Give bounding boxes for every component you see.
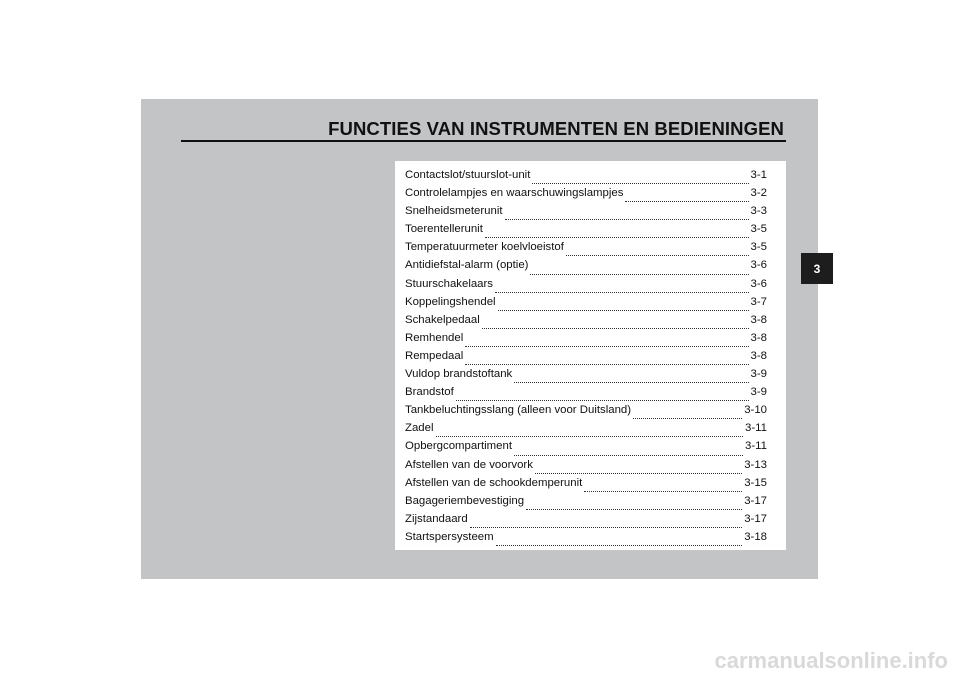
toc-entry-page: 3-2 [750,187,767,200]
toc-entry-page: 3-8 [750,313,767,326]
toc-dot-leader [535,473,742,474]
toc-entry[interactable] [405,314,767,332]
table-of-contents [395,161,786,550]
toc-entry-page: 3-11 [745,422,767,435]
toc-dot-leader [526,509,742,510]
toc-entry-title: Brandstof [405,386,454,399]
toc-entry-page: 3-7 [750,295,767,308]
toc-entry[interactable] [405,259,767,277]
toc-entry-page: 3-6 [750,259,767,272]
title-underline [181,140,786,142]
toc-dot-leader [514,382,748,383]
toc-entry-title: Antidiefstal-alarm (optie) [405,259,529,272]
toc-dot-leader [465,364,748,365]
toc-entry-page: 3-8 [750,349,767,362]
toc-entry[interactable] [405,241,767,259]
page-title: FUNCTIES VAN INSTRUMENTEN EN BEDIENINGEN [328,118,784,139]
toc-entry[interactable] [405,440,767,458]
toc-dot-leader [495,292,749,293]
chapter-tab[interactable]: 3 [801,253,833,284]
toc-entry[interactable] [405,296,767,314]
toc-dot-leader [532,183,748,184]
toc-entry-title: Temperatuurmeter koelvloeistof [405,241,564,254]
toc-dot-leader [566,255,749,256]
toc-entry[interactable] [405,531,767,549]
toc-entry-title: Tankbeluchtingsslang (alleen voor Duitsland) [405,404,632,417]
toc-entry[interactable] [405,477,767,495]
toc-dot-leader [436,436,744,437]
toc-entry-title: Startspersysteem [405,530,494,543]
toc-entry-title: Toerentellerunit [405,223,483,236]
toc-dot-leader [482,328,749,329]
toc-entry-title: Remhendel [405,331,464,344]
toc-list [405,169,767,549]
toc-dot-leader [514,455,743,456]
toc-entry-title: Snelheidsmeterunit [405,205,503,218]
toc-entry-title: Koppelingshendel [405,295,496,308]
toc-entry[interactable] [405,459,767,477]
toc-entry-page: 3-11 [745,440,767,453]
toc-entry[interactable] [405,205,767,223]
toc-dot-leader [485,237,749,238]
toc-entry[interactable] [405,187,767,205]
toc-entry-page: 3-5 [750,223,767,236]
watermark-text: carmanualsonline.info [714,648,948,673]
toc-entry-page: 3-9 [750,386,767,399]
toc-entry-page: 3-3 [750,205,767,218]
toc-entry[interactable] [405,350,767,368]
toc-entry-title: Stuurschakelaars [405,277,494,290]
toc-entry-page: 3-8 [750,331,767,344]
toc-entry-page: 3-1 [750,169,767,181]
toc-entry-title: Controlelampjes en waarschuwingslampjes [405,187,624,200]
toc-entry-page: 3-9 [750,368,767,381]
toc-dot-leader [633,418,742,419]
toc-dot-leader [625,201,748,202]
toc-dot-leader [465,346,748,347]
toc-entry-title: Bagageriembevestiging [405,494,525,507]
manual-page [141,99,818,579]
toc-dot-leader [584,491,742,492]
toc-entry-page: 3-18 [744,530,767,543]
toc-entry[interactable] [405,386,767,404]
toc-entry-title: Opbergcompartiment [405,440,512,453]
toc-dot-leader [505,219,749,220]
toc-entry[interactable] [405,404,767,422]
toc-entry-page: 3-17 [744,494,767,507]
toc-entry-page: 3-6 [750,277,767,290]
toc-entry[interactable] [405,332,767,350]
toc-dot-leader [496,545,743,546]
toc-dot-leader [530,274,748,275]
toc-entry-page: 3-10 [744,404,767,417]
toc-entry-title: Schakelpedaal [405,313,480,326]
toc-entry-page: 3-13 [744,458,767,471]
toc-entry-page: 3-15 [744,476,767,489]
toc-entry-page: 3-5 [750,241,767,254]
toc-entry[interactable] [405,278,767,296]
toc-entry-title: Vuldop brandstoftank [405,368,513,381]
toc-entry-title: Rempedaal [405,349,464,362]
toc-entry-title: Afstellen van de voorvork [405,458,533,471]
toc-entry-title: Zadel [405,422,434,435]
toc-entry-title: Afstellen van de schookdemperunit [405,476,583,489]
toc-dot-leader [470,527,743,528]
toc-entry[interactable] [405,169,767,187]
toc-entry[interactable] [405,223,767,241]
toc-entry-page: 3-17 [744,512,767,525]
toc-dot-leader [498,310,749,311]
toc-dot-leader [456,400,749,401]
toc-entry-title: Contactslot/stuurslot-unit [405,169,531,181]
toc-entry[interactable] [405,495,767,513]
toc-entry-title: Zijstandaard [405,512,468,525]
toc-entry[interactable] [405,422,767,440]
toc-entry[interactable] [405,368,767,386]
toc-entry[interactable] [405,513,767,531]
